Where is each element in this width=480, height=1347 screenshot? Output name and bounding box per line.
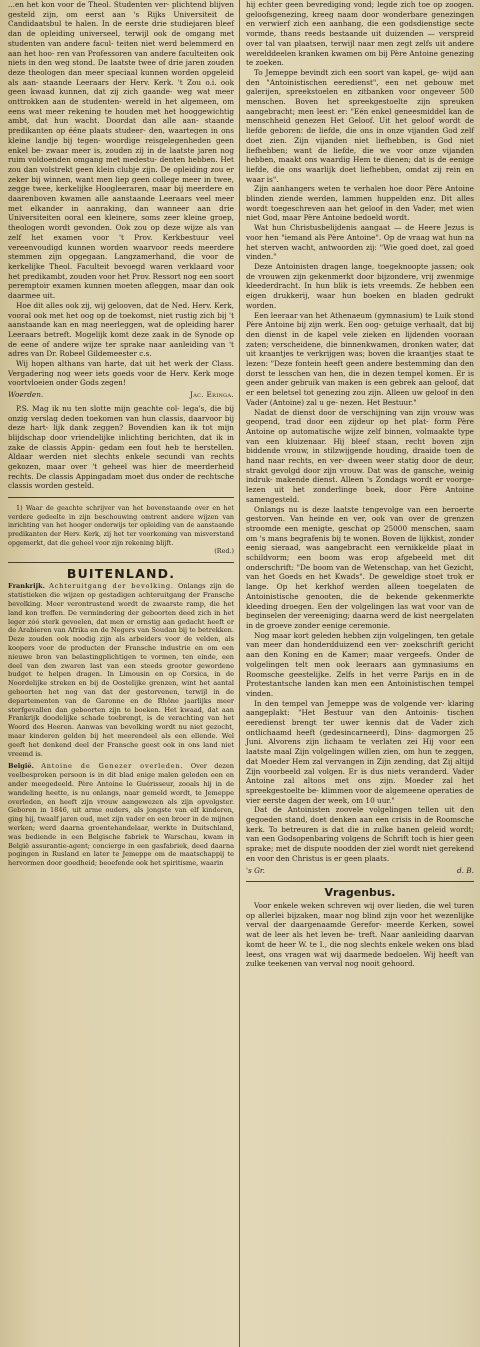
article-paragraph: Deze Antoinisten dragen lange, toegeknoopte jassen; ook de vrouwen zijn gekenmerkt door bijzondere, vrij zwenmige kleederdracht. In hun blik is iets vreemds. Ze hebben een eigen drukkerij, waar hun boeken en bladen gedrukt worden. (246, 261, 474, 310)
section-title: Vragenbus. (324, 886, 396, 900)
news-text: Over dezen veelbesproken persoon is in dit blad enige malen geleden een en ander meegedeeld. Père Antoine le Guérisseur, zooals hij in de wandeling heette, is nu onlangs, naar gemeld wordt, te Jemeppe overleden, en heeft zijn vrouw aangewezen als zijn opvolgster. Geboren in 1846, uit arme ouders, als jongste van elf kinderen, ging hij, twaalf jaren oud, met zijn vader en een broer in de mijnen werken; werd daarna groentehandelaar, werkte in Duitschland, was bediende in een Belgische fabriek te Warschau, kwam in België assurantie-agent; concierge in een gasfabriek, deed daarna pogingen in Rusland en later te Jemeppe om de maatschappij te hervormen door goedheid; beoefende ook het spiritisme, waarin (8, 762, 234, 868)
news-item-belgium (8, 762, 234, 868)
article-paragraph: Wat hun Christusbelijdenis aangaat — de Heere Jezus is voor hen "iemand als Père Antoine". Op de vraag wat hun na het sterven wacht, antwoorden zij: "Wie goed doet, zal goed vinden." (246, 223, 474, 262)
article-signature (246, 866, 474, 876)
article-paragraph: Nadat de dienst door de verschijning van zijn vrouw was geopend, trad door een zijdeur op het plat- form Père Antoine op automatische wijze zelf binnen, volmaakte type van een kluizenaar. Hij bleef staan, recht boven zijn biddende vrouw, in stilzwijgende houding, draaide toen de hand naar rechts, en ver- dween weer statig door de deur, strakt gevolgd door zijn vrouw. Dat was de gansche, weinig indruk- makende dienst. Alleen 's Zondags wordt er voorge- lezen uit het zonderlinge boek, door Père Antoine samengesteld. (246, 407, 474, 504)
footnote-signature: (Red.) (214, 547, 234, 556)
divider (246, 881, 474, 882)
article-paragraph: Voor enkele weken schreven wij over lieden, die wel turen op allerlei bijzaken, maar nog blind zijn voor het wezenlijke verval der daargenaamde Gerefor- meerde Kerken, sowel wat de leer als het leven be- treft. Naar aanleiding daarvan komt de heer W. te I., die nog slechts enkele weken ons blad leest, ons vragen wat wij daarmede bedoelen. Wij heeft van zulke teekenen van verval nog nooit gehoord. (246, 900, 474, 969)
postscript: P.S. Mag ik nu ten slotte mijn geachte col- lega's, die bij onzig verslag deden toekomen van hun classis, daarvoor bij deze hart- lijk dank zeggen? Bovendien kan ik tot mijn blijdschap door vriendelijke inlichting berichten, dat ik in zake de classis Appin- gedam een fout heb te herstellen. Aldaar werden niet slechts enkele secundi van rechts gekozen, maar over 't geheel was hier de meerderheid rechts. De classis Appingadam moet dus onder de rechtsche classis worden gesteld. (8, 403, 234, 491)
article-signature (8, 390, 234, 400)
article-paragraph: Dat de Antoinisten zoovele volgelingen tellen uit den gegoeden stand, doet denken aan een crisis in de Roomsche kerk. To betreuren is dat die in zulke banen geleid wordt; van een Godsopenbaring volgens de Schrift toch is hier geen sprake; met de dispute noodden der ziel wordt niet gerekend en voor den Christus is er geen plaats. (246, 805, 474, 863)
signature-place: Woerden. (8, 390, 44, 400)
news-item-france (8, 582, 234, 758)
signature-place: 's Gr. (246, 865, 265, 875)
news-title: Antoine de Genezer overleden. (41, 762, 184, 771)
article-paragraph: Wij hopen althans van harte, dat uit het werk der Class. Vergadering nog weer iets goeds voor de Herv. Kerk moge voortvloeien onder Gods zegen! (8, 359, 234, 388)
left-column (8, 0, 234, 1347)
article-paragraph: hij echter geen bevrediging vond; legde zich toe op zoogen. geloofsgenezing, kreeg naam door wonderbare genezingen en verwierf zich een aanhang, die een godsdienstige secte vormde, thans reeds bestaande uit duizenden — verspreid over tal van plaatsen, terwijl naar men zegt zelfs uit andere werelddeelen kranken kwamen om bij Père Antoine genezing te zoeken. (246, 0, 474, 68)
news-lead: België. (8, 762, 34, 771)
article-paragraph: Nog maar kort geleden hebben zijn volgelingen, ten getale van meer dan honderdduizend een ver- zoekschrift gericht aan den Koning en de Kamer; maar vergeefs. Onder de volgelingen telt men ook leeraars aan gymnasiums en Roomsche geestelijke. Zelfs in het verre Parijs en in de Protestantsche landen kan men een Antoinistischen tempel vinden. (246, 630, 474, 698)
article-paragraph: Onlangs nu is deze laatste tengevolge van een beroerte gestorven. Van heinde en ver, ook van over de grenzen stroomde een menigte, geschat op 25000 menschen, saam om 's mans begrafenis bij te wonen. Boven de lijkkist, zonder eenig sieraad, was aangebracht een vernikkelde plaat in schildvorm; een boom was erop afgebeeld met dit onderschrift: "De boom van de Wetenschap, van het Gezicht, van het Goeds en het Kwads". De geweldige stoet trok er lange. Op het kerkhof werden alleen toegelaten de Antoinistische genooten, die de bekende gekenmerkte kleeding droegen. Een der volgelingen las wat voor van de beginselen der vereeniging; daarna werd de kist neergelaten in de groeve zonder eenige ceremonie. (246, 504, 474, 630)
section-title: BUITENLAND. (66, 565, 176, 581)
right-column (246, 0, 474, 1347)
news-title: Achteruitgang der bevolking. (49, 582, 174, 591)
signature-name: Jac. Eringa. (190, 390, 234, 400)
article-paragraph: To Jemeppe bevindt zich een soort van kapel, ge- wijd aan den "Antoinistischen eeredienst", een net gebouw met galerijen, spreekstoelen en zitbanken voor ongeveer 500 menschen. Boven het spreekgestoelte zijn spreuken aangebracht; men leest er: "Eén enkel geneesmiddel kan de menschheid genezen Het Geloof. Uit het geloof wordt de liefde geboren: de liefde, die ons in onze vijanden God zelf doet zien. Zijn vijanden niet liefhebben, is God niet liefhebben; want de liefde, die we voor onze vijanden hebben, maakt ons waardig Hem te dienen; dat is de eenige liefde, die ons waarlijk doet liefhebben, omdat zij rein en waar is". (246, 67, 474, 184)
news-text: Onlangs zijn de statistieken die wijzen op gestadigen achteruitgang der Fransche bevolking. Meer verontrustend wordt de zwaarste ramp, die het land kon treffen. De vermindering der geboorten deed zich in het leger zóó sterk gevoelen, dat men er ernstig aan gedacht heeft er de Arabieren van Afrika en de Negers van Soudan bij te betrekken. Deze zouden ook noodig zijn als arbeiders voor de velden, als koopers voor de producten der Fransche industrie en om een nieuwe bron van belastingplichtigen te vormen, ten einde, een deel van den zwaren last van een steeds grooter gewordene budget te helpen dragen. In Limousin en op Corsica, in de Noordelijke streken en bij de Oostelijke grenzen, wint het aantal geboorten het nog van dat der gestorvenen, terwijl in de departementen van de Garonne en de Rhône jaarlijks meer sterfgevallen dan geboorten zijn te boeken. Het kwaad, dat aan Frankrijk doodelijke schade toebrengt, is de verachting van het Woord des Heeren. Aanwas van bevolking wordt nu niet gezocht, maar kinderen gelden bij het meerendeel als een ellende. Wel geeft het denkend deel der Fransche geest ook in ons land niet vreemd is. (8, 582, 234, 758)
article-paragraph: ...en het kon voor de Theol. Studenten ver- plichtend blijven gesteld zijn, om eerst aan 's Rijks Universiteit de Candidaatsbul te halen. In de eerste drie studiejaren bleef dan de opleiding universeel, terwijl ook de omgang met studenten van andere facul- teiten niet werd belemmerd en aan het hoo- ren van Professoren van andere faculteiten ook niets in den weg stond. De laatste twee of drie jaren zouden deze theologen dan meer speciaal kunnen worden opgeleid als aan- staande Leeraars der Herv. Kerk. 't Zou o.i. ook geen kwaad kunnen, dat zij zich gaande- weg wat meer onttrokken aan de studenten- wereld in het algemeen, om eens wat meer rekening te houden met het hooggewichtig ambt, dat hun wacht. Doordat dan alle aan- staande predikanten op ééne plaats studeer- den, waartegen in ons kleine landje bij tegen- woordige reisgelegenheden geen enkel be- zwaar meer is, zouden zij in de laatste jaren nog ruim voldoenden omgang met medestu- denten hebben. Het zou dan volstrekt geen klein clubje zijn. De opleiding zou er zeker bij winnen, want men liep geen college meer in twee, zegge twee, kerkelijke Hoogleeraren, maar bij meerdere en daarenboven kwamen alle aanstaande Leeraars veel meer met elkander in aanraking, dan wanneer aan drie Universiteiten ooral een kleinere, soms zeer kleine groep, theologen wordt gevonden. Ook zou op deze wijze als van zelf het examen voor 't Prov. Kerkbestuur veel vereenvoudigd kunnen worden waarvoor reeds meerdere stemmen zijn opgegaan. Langzamerhand, die voor de kerkelijke Theol. Faculteit bevoegd waren verklaard voor het predikambt, zouden voor het Prov. Ressort nog een soort peremptoir examen kunnen moeten afleggen, maar dan ook daarmee uit. (8, 0, 234, 301)
signature-name: d. B. (457, 865, 474, 875)
article-paragraph: Zijn aanhangers weten te verhalen hoe door Père Antoine blinden ziende werden, lammen huppelden enz. Dit alles wordt toegeschreven aan het geloof in den Vader, met wien niet God, maar Père Antoine bedoeld wordt. (246, 184, 474, 223)
article-paragraph: Hoe dit alles ook zij, wij gelooven, dat de Ned. Herv. Kerk, vooral ook met het oog op de toekomst, niet rustig zich bij 't aanstaande kan en mag neerleggen, wat de opleiding harer Leeraars betreft. Mogelijk komt deze zaak in de Synode op de eene of andere wijze ter sprake naar aanleiding van 't adres van Dr. Robeel Gildemeester c.s. (8, 300, 234, 359)
divider (8, 497, 234, 498)
article-paragraph: Een leeraar van het Athenaeum (gymnasium) te Luik stond Père Antoine bij zijn werk. Een oog- getuige verhaalt, dat bij den dienst in de kapel vele zieken en lijdenden vooraan zaten; verscheidene, die binnenkwamen, dronken water, dat uit kraantjes te verkrijgen was; boven die kraantjes staat te lezen: "Deze fontein heeft geen andere bestemming dan den dorst te lesschen van hen, die in dezen tempel komen. Er is geen ander gebruik van maken is een gebrek aan geloof, dat er een beletsel tot genezing zou zijn. Alleen uw geloof in den Vader (Antoine) zal u ge- nezen. Het Bestuur." (246, 310, 474, 407)
footnote-text: 1) Waar de geachte schrijver van het bovenstaande over en het verdere gedeelte in zijn beschouwing omtrent andere wijzen van inrichting van het hooger onderwijs ter opleiding van de aanstaande predikanten der Herv. Kerk, zij het ter voorkoming van misverstand opgemerkt, dat die geheel voor zijn rekening blijft. (8, 504, 234, 547)
news-lead: Frankrijk. (8, 582, 45, 591)
column-rule (239, 0, 240, 1347)
article-paragraph: In den tempel van Jemeppe was de volgende ver- klaring aangeplakt: "Het Bestuur van den Antoinis- tischen eeredienst brengt ter uwer kennis dat de Vader zich ontlichaamd heeft (gedesincarneerd), Dins- dagmorgen 25 Juni. Alvorens zijn lichaam te verlaten zei Hij voor een laatste maal Zijn volgelingen willen zien, om hun te zeggen, dat Moeder Hem zal vervangen in Zijn zending, dat Zij altijd Zijn voorbeeld zal volgen. Er is dus niets veranderd. Vader Antoine zal altoos met ons zijn. Moeder zal het spreekgestoelte be- klimmen voor de algemeene operaties de vier eerste dagen der week, om 10 uur." (246, 698, 474, 805)
divider (8, 562, 234, 563)
editor-footnote (8, 504, 234, 556)
